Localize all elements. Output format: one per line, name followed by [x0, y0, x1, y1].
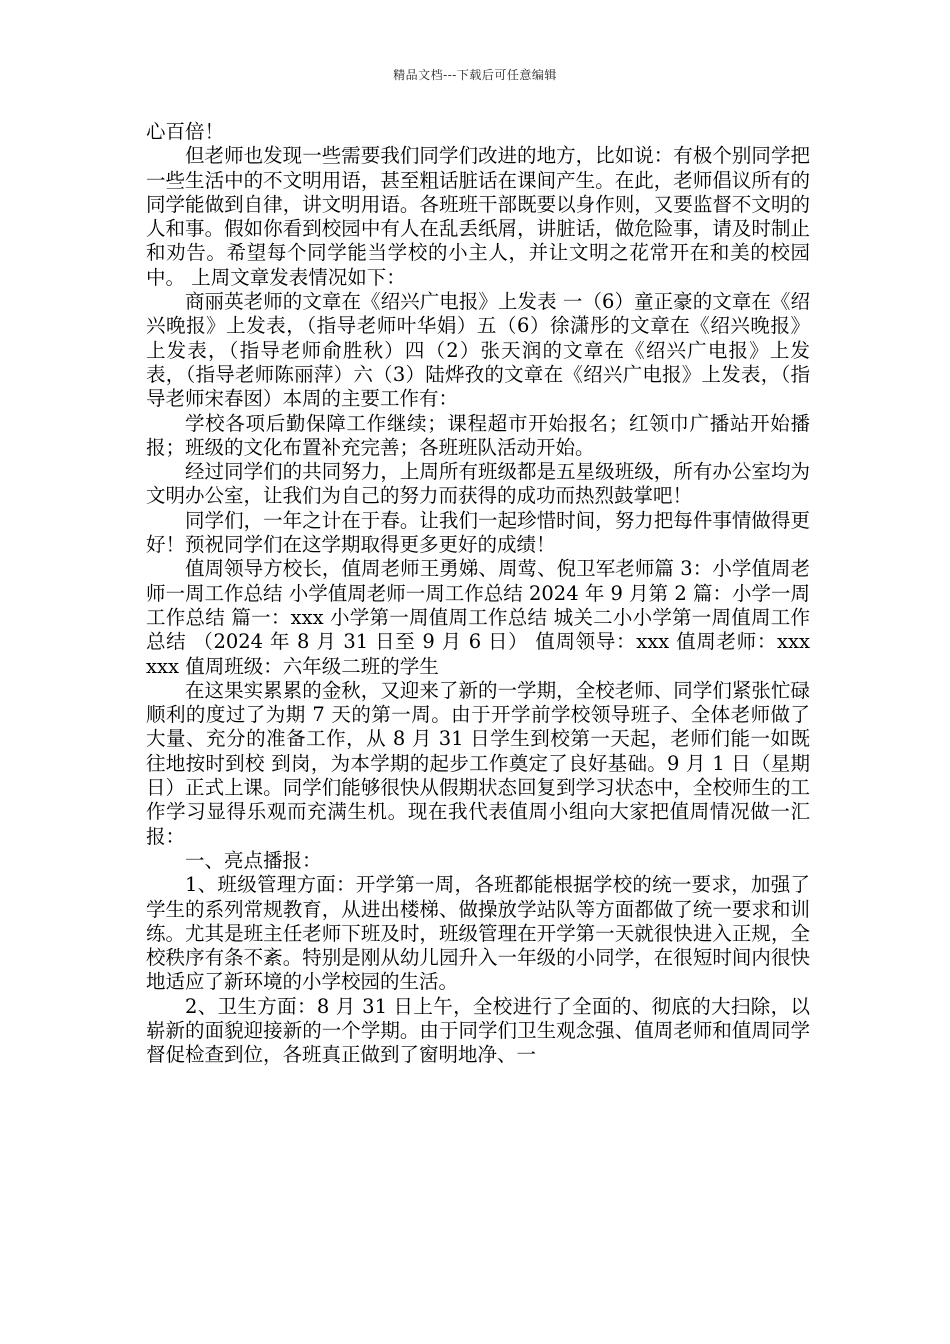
paragraph: 2、卫生方面：8 月 31 日上午，全校进行了全面的、彻底的大扫除，以崭新的面貌迎接新的一个学期。由于同学们卫生观念强、值周老师和值周同学督促检查到位，各班真正做到了窗明地净、一 [146, 994, 810, 1067]
paragraph: 商丽英老师的文章在《绍兴广电报》上发表 一（6）童正豪的文章在《绍兴晚报》上发表，（指导老师叶华娟）五（6）徐潇彤的文章在《绍兴晚报》上发表，（指导老师俞胜秋）四（2）张天润的文章在《绍兴广电报》上发表，（指导老师陈丽萍）六（3）陆烨孜的文章在《绍兴广电报》上发表，（指导老师宋春囡）本周的主要工作有： [146, 290, 810, 411]
section-heading: 一、亮点播报： [185, 848, 322, 872]
document-body [146, 120, 810, 1068]
paragraph: 同学们，一年之计在于春。让我们一起珍惜时间，努力把每件事情做得更好！预祝同学们在这学期取得更多更好的成绩！ [146, 508, 810, 557]
paragraph: 经过同学们的共同努力，上周所有班级都是五星级班级，所有办公室均为文明办公室，让我们为自己的努力而获得的成功而热烈鼓掌吧！ [146, 460, 810, 508]
paragraph: 学校各项后勤保障工作继续；课程超市开始报名；红领巾广播站开始播报；班级的文化布置补充完善；各班班队活动开始。 [146, 411, 810, 459]
paragraph: 在这果实累累的金秋，又迎来了新的一学期，全校老师、同学们紧张忙碌顺利的度过了为期 7 天的第一周。由于开学前学校领导班子、全体老师做了大量、充分的准备工作，从 8 月 31 日学生到校第一天起，老师们能一如既往地按时到校 到岗，为本学期的起步工作奠定了良好基础。9 月 1 日（星期日）正式上课。同学们能够很快从假期状态回复到学习状态中，全校师生的工作学习显得乐观而充满生机。现在我代表值周小组向大家把值周情况做一汇报： [146, 678, 810, 848]
paragraph: 值周领导方校长，值周老师王勇娣、周莺、倪卫军老师篇 3：小学值周老师一周工作总结 小学值周老师一周工作总结 2024 年 9 月第 2 篇：小学一周工作总结 篇一：xxx 小学第一周值周工作总结 城关二小小学第一周值周工作总结 （2024 年 8 月 31 日至 9 月 6 日） 值周领导：xxx 值周老师：xxx xxx 值周班级：六年级二班的学生 [146, 557, 810, 678]
paragraph: 1、班级管理方面：开学第一周，各班都能根据学校的统一要求，加强了学生的系列常规教育，从进出楼梯、做操放学站队等方面都做了统一要求和训练。尤其是班主任老师下班及时，班级管理在开学第一天就很快进入正规，全校秩序有条不紊。特别是刚从幼儿园升入一年级的小同学，在很短时间内很快地适应了新环境的小学校园的生活。 [146, 873, 810, 994]
paragraph: 但老师也发现一些需要我们同学们改进的地方，比如说：有极个别同学把一些生活中的不文明用语，甚至粗话脏话在课间产生。在此，老师倡议所有的同学能做到自律，讲文明用语。各班班干部既要以身作则，又要监督不文明的人和事。假如你看到校园中有人在乱丢纸屑，讲脏话，做危险事，请及时制止和劝告。希望每个同学能当学校的小主人，并让文明之花常开在和美的校园中。 上周文章发表情况如下： [146, 144, 810, 289]
page-header: 精品文档---下载后可任意编辑 [393, 68, 557, 82]
paragraph: 心百倍！ [146, 120, 225, 143]
